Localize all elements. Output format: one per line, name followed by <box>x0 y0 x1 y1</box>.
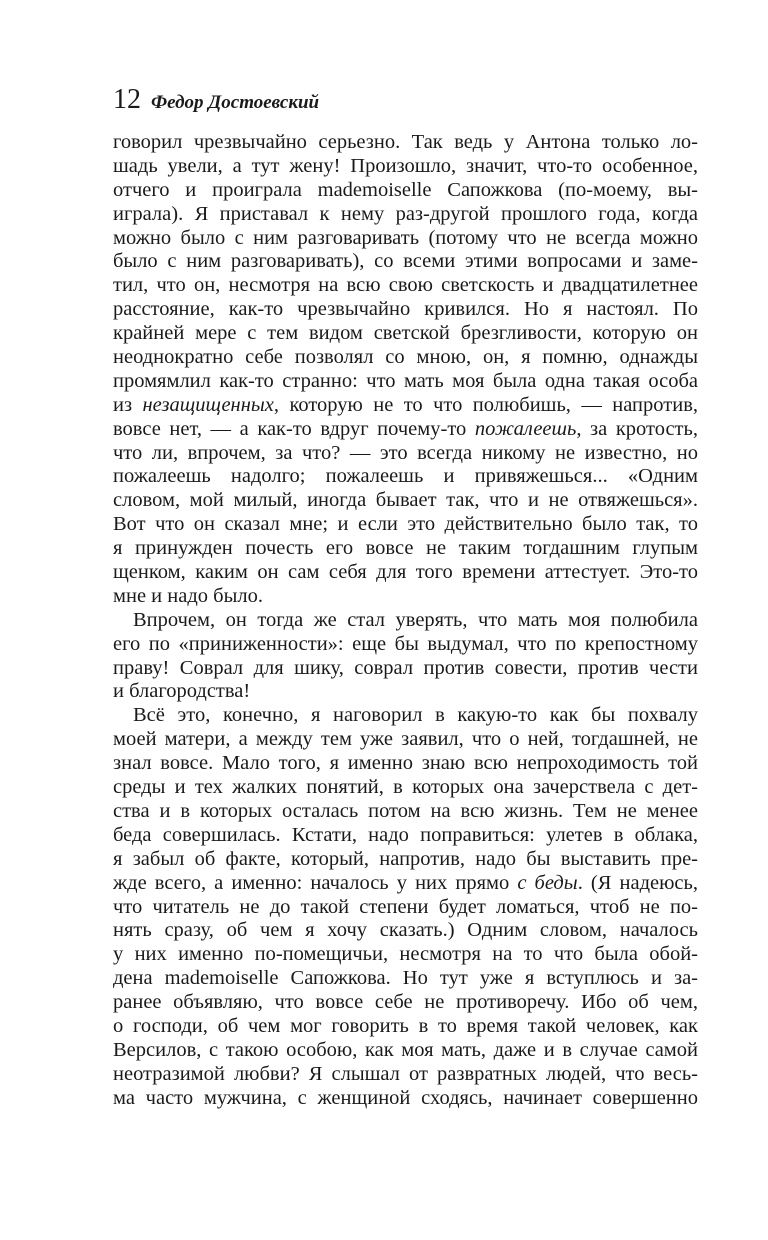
text-segment: Впрочем, он тогда же стал уверять, что мать моя полюбила <box>133 608 698 631</box>
text-segment: его по «приниженности»: еще бы выдумал, что по крепостному <box>113 632 698 655</box>
text-segment: отчего и проиграла mademoiselle Сапожкова (по-моему, вы- <box>113 178 698 201</box>
text-segment: ма часто мужчина, с женщиной сходясь, начинает совершенно <box>113 1086 698 1109</box>
text-segment: , за кротость, <box>576 417 698 440</box>
text-segment: мне и надо было. <box>113 584 263 607</box>
page-number: 12 <box>113 84 141 115</box>
text-line <box>113 346 698 370</box>
text-line <box>113 1087 698 1111</box>
text-segment: говорил чрезвычайно серьезно. Так ведь у Антона только ло- <box>113 131 698 153</box>
text-line <box>113 274 698 298</box>
text-line <box>113 179 698 203</box>
emphasis-text: незащищенных <box>142 393 274 416</box>
text-segment: я принужден почесть его вовсе не таким тогдашним глупым <box>113 537 698 560</box>
text-line <box>113 227 698 251</box>
text-line <box>113 728 698 752</box>
text-line <box>113 848 698 872</box>
text-segment: ранее объявляю, что вовсе себе не противоречу. Ибо об чем, <box>113 991 698 1014</box>
book-page <box>113 80 698 1111</box>
text-segment: дена mademoiselle Сапожкова. Но тут уже я вступлюсь и за- <box>113 967 698 990</box>
text-line <box>113 991 698 1015</box>
text-segment: шадь увели, а тут жену! Произошло, значит, что-то особенное, <box>113 154 698 177</box>
text-segment: было с ним разговаривать), со всеми этими вопросами и заме- <box>113 250 698 273</box>
text-segment: и благородства! <box>113 680 251 703</box>
text-segment: тил, что он, несмотря на всю свою светскость и двадцатилетнее <box>113 274 698 297</box>
text-segment: расстояние, как-то чрезвычайно кривился. Но я настоял. По <box>113 298 698 321</box>
text-segment: моей матери, а между тем уже заявил, что о ней, тогдашней, не <box>113 728 698 751</box>
text-segment: Вот что он сказал мне; и если это действительно было так, то <box>113 513 698 536</box>
running-head <box>113 80 698 120</box>
text-line <box>113 203 698 227</box>
text-line <box>113 394 698 418</box>
text-segment: праву! Соврал для шику, соврал против совести, против чести <box>113 656 698 679</box>
text-line <box>113 752 698 776</box>
text-segment: среды и тех жалких понятий, в которых она зачерствела с дет- <box>113 776 698 799</box>
text-segment: жде всего, а именно: началось у них прямо <box>113 871 518 894</box>
text-segment: знал вовсе. Мало того, я именно знаю всю непроходимость той <box>113 752 698 775</box>
text-segment: ства и в которых осталась потом на всю жизнь. Тем не менее <box>113 799 698 822</box>
text-line <box>113 442 698 466</box>
text-segment: что читатель не до такой степени будет ломаться, чтоб не по- <box>113 895 698 918</box>
text-line <box>113 1015 698 1039</box>
text-line <box>113 1039 698 1063</box>
text-segment: промямлил как-то странно: что мать моя была одна такая особа <box>113 369 698 392</box>
text-segment: я забыл об факте, который, напротив, надо бы выставить пре- <box>113 847 698 870</box>
text-segment: о господи, об чем мог говорить в то время такой человек, как <box>113 1014 698 1037</box>
text-line <box>113 418 698 442</box>
text-line <box>113 561 698 585</box>
text-segment: крайней мере с тем видом светской брезгливости, которую он <box>113 322 698 345</box>
text-line <box>113 967 698 991</box>
text-segment: играла). Я приставал к нему раз-другой прошлого года, когда <box>113 202 698 225</box>
text-line <box>113 585 698 609</box>
text-segment: словом, мой милый, иногда бывает так, что и не отвяжешься». <box>113 489 698 512</box>
text-segment: вовсе нет, — а как-то вдруг почему-то <box>113 417 475 440</box>
text-line <box>113 943 698 967</box>
text-segment: беда совершилась. Кстати, надо поправиться: улетев в облака, <box>113 823 698 846</box>
text-segment: щенком, каким он сам себя для того времени аттестует. Это-то <box>113 561 698 584</box>
text-line <box>113 609 698 633</box>
body-text <box>113 131 698 1111</box>
text-line <box>113 800 698 824</box>
text-line <box>113 896 698 920</box>
text-line <box>113 657 698 681</box>
text-segment: Версилов, с такою особою, как моя мать, даже и в случае самой <box>113 1038 698 1061</box>
text-line <box>113 298 698 322</box>
text-line <box>113 155 698 179</box>
text-line <box>113 465 698 489</box>
text-segment: , которую не то что полюбишь, — напротив, <box>273 393 698 416</box>
text-line <box>113 872 698 896</box>
text-line <box>113 537 698 561</box>
text-line <box>113 633 698 657</box>
text-line <box>113 250 698 274</box>
emphasis-text: пожалеешь <box>474 417 577 440</box>
text-line <box>113 131 698 155</box>
text-line <box>113 776 698 800</box>
text-segment: . (Я надеюсь, <box>577 871 698 894</box>
text-segment: неотразимой любви? Я слышал от развратных людей, что весь- <box>113 1062 698 1085</box>
text-line <box>113 513 698 537</box>
emphasis-text: с беды <box>517 871 578 894</box>
text-segment: пожалеешь надолго; пожалеешь и привяжешься... «Одним <box>113 465 698 488</box>
running-title: Федор Достоевский <box>151 92 320 113</box>
text-segment: Всё это, конечно, я наговорил в какую-то как бы похвалу <box>133 704 698 727</box>
text-line <box>113 680 698 704</box>
text-line <box>113 824 698 848</box>
text-line <box>113 919 698 943</box>
text-line <box>113 322 698 346</box>
text-line <box>113 704 698 728</box>
text-segment: неоднократно себе позволял со мною, он, я помню, однажды <box>113 346 698 369</box>
text-line <box>113 1063 698 1087</box>
text-segment: нять сразу, об чем я хочу сказать.) Одним словом, началось <box>113 919 698 942</box>
text-segment: из <box>113 393 143 416</box>
text-line <box>113 489 698 513</box>
text-line <box>113 370 698 394</box>
text-segment: что ли, впрочем, за что? — это всегда никому не известно, но <box>113 441 698 464</box>
text-segment: у них именно по-помещичьи, несмотря на то что была обой- <box>113 943 698 966</box>
text-segment: можно было с ним разговаривать (потому что не всегда можно <box>113 226 698 249</box>
